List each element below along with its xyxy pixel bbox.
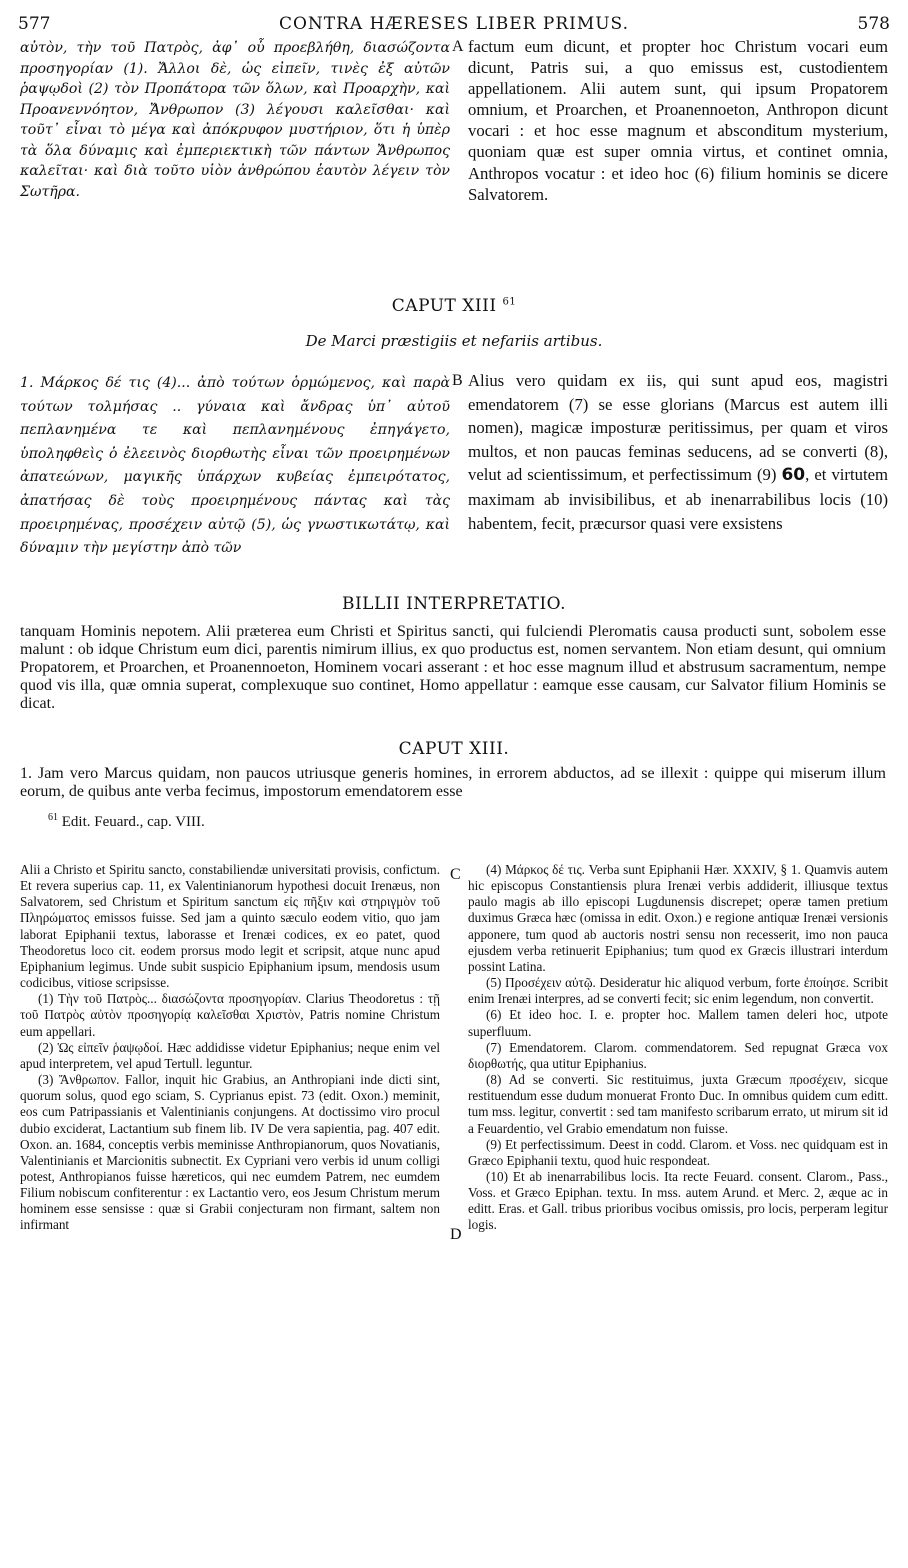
note-paragraph: Alii a Christo et Spiritu sancto, constabiliendæ universitati provisis, confictum. Et revera superius cap. 11, ex Valentinianorum hypothesi docuit Irenæus, non Salvatorem, sed Christum et Spiritum sanctum εἰς πῆξιν καὶ στηριγμὸν τοῦ Πληρώματος emissos fuisse. Sed jam a quinto sæculo eodem vitio, quo jam laborat Epiphanii textus, laborasse et Irenæi codices, ex eo patet, quod Theodoretus loco cit. eodem prorsus modo legit et scripsit, atque nunc apud Epiphanium legimus. Unde subit suspicio Epiphanium ipsum, mendosis usum codicibus, vitiose scripsisse.: [20, 862, 440, 991]
chapter-subtitle: De Marci præstigiis et nefariis artibus.: [305, 332, 603, 350]
note-paragraph: (7) Emendatorem. Clarom. commendatorem. Sed repugnat Græca vox διορθωτής, qua utitur Epiphanius.: [468, 1039, 888, 1071]
greek-column-top: αὐτὸν, τὴν τοῦ Πατρὸς, ἀφ᾽ οὗ προεβλήθη, διασώζοντα προσηγορίαν (1). Ἄλλοι δὲ, ὡς εἰπεῖν, τινὲς ἐξ αὐτῶν ῥαψῳδοὶ (2) τὸν Προπάτορα τῶν ὅλων, καὶ Προαρχὴν, καὶ Προανεννόητον, Ἄνθρωπον (3) λέγουσι καλεῖσθαι· καὶ τοῦτ᾽ εἶναι τὸ μέγα καὶ ἀπόκρυφον μυστήριον, ὅτι ἡ ὑπὲρ τὰ ὅλα δύναμις καὶ ἐμπεριεκτικὴ τῶν πάντων Ἄνθρωπος καλεῖται· καὶ διὰ τοῦτο υἱὸν ἀνθρώπου ἑαυτὸν λέγειν τὸν Σωτῆρα.: [20, 40, 450, 200]
latin-mid-text-b: , et virtutem maximam ab invisibilibus, et ab inenarrabilibus locis (10) habentem, fecit, præcursor quasi vere exsistens: [468, 465, 888, 533]
margin-marker-c: C: [450, 866, 461, 883]
note-paragraph: (1) Τὴν τοῦ Πατρὸς... διασώζοντα προσηγορίαν. Clarius Theodoretus : τῇ τοῦ Πατρὸς αὐτὸν προσηγορίᾳ καλεῖσθαι Χριστὸν, Patris nomine Christum eum appellari.: [20, 991, 440, 1039]
notes-right-column: [468, 862, 888, 1234]
margin-marker-b: B: [452, 372, 463, 389]
edition-page-number: 60: [781, 465, 806, 486]
editorial-note: [48, 812, 205, 831]
note-paragraph: (6) Et ideo hoc. I. e. propter hoc. Mallem tamen deleri hoc, utpote superfluum.: [468, 1007, 888, 1039]
greek-column-mid: 1. Μάρκος δέ τις (4)... ἀπὸ τούτων ὁρμώμενος, καὶ παρὰ τούτων τολμήσας .. γύναια καὶ ἄνδρας ὑπ᾽ αὐτοῦ πεπλανημένα τε καὶ πεπλανημένους ἐπηγάγετο, ὑποληφθεὶς ὁ ἐλεεινὸς διορθωτὴς εἶναι τῶν προειρημένων ἀπατεώνων, μαγικῆς ὑπάρχων κυβείας ἐμπειρότατος, ἀπατήσας δὲ τοὺς προειρημένους πάντας καὶ τὰς προειρημένας, προσέχειν αὐτῷ (5), ὡς γνωστικωτάτῳ, καὶ δύναμιν τὴν μεγίστην ἀπὸ τῶν: [20, 375, 450, 557]
editorial-note-ref: 61: [48, 812, 58, 823]
chapter-note-ref: 61: [502, 296, 517, 308]
note-paragraph: (4) Μάρκος δέ τις. Verba sunt Epiphanii Hær. XXXIV, § 1. Quamvis autem hic episcopus Constantiensis plura Irenæi verbis addiderit, illiusque textus paulo magis ab illo episcopi Lugdunensis discrepet; operæ tamen pretium duximus Græca hæc (omissa in edit. Oxon.) e regione antiquæ Irenæi versionis apponere, tum quod ab auctoris nostri sensu non recesserit, imo non pauca ejusdem verba retinuerit Epiphanius; tum quod ex Græcis illustrari interdum possint Latina.: [468, 862, 888, 974]
latin-column-top: factum eum dicunt, et propter hoc Christum vocari eum dicunt, Patris sui, a quo emissus est, custodientem appellationem. Alii autem sunt, qui ipsum Propatorem omnium, et Proarchen, et Proanennoeton, Anthropon dicunt vocari : et hoc esse magnum et absconditum mysterium, quoniam quæ est super omnia virtus, et continet omnia, Anthropos vocatur : et ideo hoc (6) filium hominis se dicere Salvatorem.: [468, 37, 888, 204]
latin-column-mid: [468, 369, 888, 535]
note-paragraph: (5) Προσέχειν αὐτῷ. Desideratur hic aliquod verbum, forte ἐποίησε. Scribit enim Irenæi interpres, ad se converti fecit; sic enim legendum, non convertit.: [468, 975, 888, 1007]
note-paragraph: (2) Ὡς εἰπεῖν ῥαψῳδοί. Hæc addidisse videtur Epiphanius; neque enim vel apud interpretem, vel apud Tertull. leguntur.: [20, 1039, 440, 1071]
note-paragraph: (3) Ἄνθρωπον. Fallor, inquit hic Grabius, an Anthropiani inde dicti sint, quorum solus, quod ego sciam, S. Cyprianus epist. 73 (edit. Oxon.) meminit, eos cum Patripassianis et Valentinianis conjungens. At doctissimo viro procul dubio exciderat, Lactantium sub finem lib. IV De vera sapientia, pag. 407 edit. Oxon. an. 1684, conceptis verbis meminisse Anthropianorum, quos Novatianis, Valentinianis et Marcionitis subnectit. Ex Cypriani vero verbis id unum colligi potest, Anthropianos fuisse hæreticos, qui nec eumdem Patrem, nec eumdem Filium nobiscum confiterentur : ex Lactantio vero, eos Jesum Christum merum hominem esse sensisse : quæ si Grabii conjecturam non firmant, saltem non infirmant: [20, 1072, 440, 1233]
note-paragraph: (9) Et perfectissimum. Deest in codd. Clarom. et Voss. nec quidquam est in Græco Epiphanii textu, quod huic respondeat.: [468, 1136, 888, 1168]
chapter-heading: [0, 296, 908, 316]
margin-marker-a: A: [452, 38, 464, 55]
running-title: CONTRA HÆRESES LIBER PRIMUS.: [278, 14, 630, 34]
chapter-title: CAPUT XIII: [391, 296, 497, 316]
note-paragraph: (10) Et ab inenarrabilibus locis. Ita recte Feuard. consent. Clarom., Pass., Voss. et Græco Epiphan. textu. In mss. autem Arund. et Merc. 2, æque ac in editt. Eras. et Gall. tribus prioribus vocibus omissis, pro locis, perperam legitur logis.: [468, 1168, 888, 1233]
billii-chapter-heading: CAPUT XIII.: [398, 739, 510, 759]
editorial-note-text: Edit. Feuard., cap. VIII.: [61, 814, 205, 830]
page-number-left: 577: [18, 14, 51, 34]
page-number-right: 578: [857, 14, 890, 34]
billii-text: tanquam Hominis nepotem. Alii præterea eum Christi et Spiritus sancti, qui fulciendi Pleromatis causa producti sunt, sobolem esse malunt : ob idque Christum eum dici, parentis nimirum illius, ex quo productus est, nomen servantem. Non etiam desunt, qui omnium Propatorem, et Proarchen, et Proanennoeton, Hominem vocari asserant : et hoc esse magnum illud et abstrusum sacramentum, nempe quod vis illa, quæ omnia superat, complexuque suo continet, Homo appellatur : eamque esse causam, cur Salvator filium Hominis se dicat.: [20, 623, 886, 713]
notes-left-column: [20, 862, 440, 1234]
note-paragraph: (8) Ad se converti. Sic restituimus, juxta Græcum προσέχειν, sicque restituendum esse dudum monuerat Fronto Duc. In omnibus quidem cum editt. tum mss. legitur, convertit : sed tam manifesto scribarum errato, ut mirum sit id a Feuardentio, vel Grabio emendatum non fuisse.: [468, 1072, 888, 1136]
billii-chapter-text: 1. Jam vero Marcus quidam, non paucos utriusque generis homines, in errorem abductos, ad se illexit : quippe qui miserum illum eorum, de quibus ante verba fecimus, impostorum emendatorem esse: [20, 765, 886, 801]
margin-marker-d: D: [450, 1226, 462, 1243]
latin-mid-text-a: Alius vero quidam ex iis, qui sunt apud eos, magistri emendatorem (7) se esse glorians (Marcus est autem illi nomen), magicæ imposturæ peritissimus, per quam et viros multos, et non paucas feminas seducens, ad se converti (8), velut ad scientissimum, et perfectissimum (9): [468, 371, 888, 485]
billii-heading: BILLII INTERPRETATIO.: [341, 594, 567, 614]
